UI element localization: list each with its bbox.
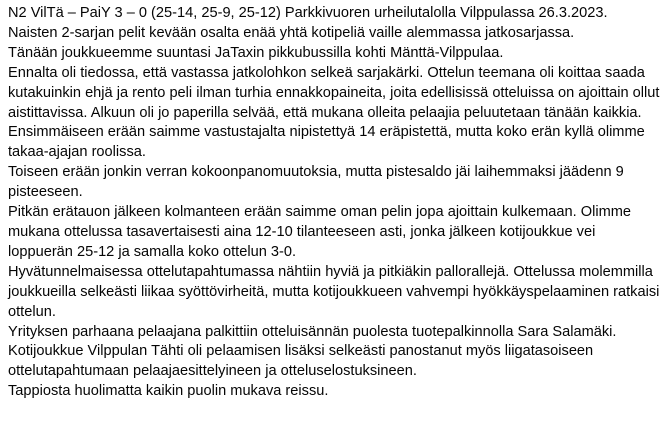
match-result-line: N2 VilTä – PaiY 3 – 0 (25-14, 25-9, 25-12) Parkkivuoren urheilutalolla Vilppulassa 26.3.2023. bbox=[8, 5, 608, 21]
season-status-paragraph: Naisten 2-sarjan pelit kevään osalta enää yhtä kotipeliä vaille alemmassa jatkosarjassa. bbox=[8, 24, 575, 41]
closing-paragraph: Tappiosta huolimatta kaikin puolin mukava reissu. bbox=[8, 383, 329, 400]
home-team-paragraph: Kotijoukkue Vilppulan Tähti oli pelaamisen lisäksi selkeästi panostanut myös liigatasoiseen ottelutapahtumaan pelaajaesittelyineen ja otteluselostuksineen. bbox=[8, 343, 594, 380]
best-player-paragraph: Yrityksen parhaana pelaajana palkittiin otteluisännän puolesta tuotepalkinnolla Sara Salamäki. bbox=[8, 323, 617, 340]
second-set-paragraph: Toiseen erään jonkin verran kokoonpanomuutoksia, mutta pistesaldo jäi laihemmaksi jäädenn 9 pisteeseen. bbox=[8, 164, 624, 201]
match-summary-paragraph: Hyvätunnelmaisessa ottelutapahtumassa nähtiin hyviä ja pitkiäkin pallorallejä. Ottelussa molemmilla joukkueilla selkeästi liikaa syöttövirheitä, mutta kotijoukkueen vahvempi hyökkäyspelaaminen ratkaisi ottelun. bbox=[8, 263, 660, 320]
first-set-paragraph: Ensimmäiseen erään saimme vastustajalta nipistettyä 14 eräpistettä, mutta koko erän kyllä olimme takaa-ajajan roolissa. bbox=[8, 124, 645, 161]
third-set-paragraph: Pitkän erätauon jälkeen kolmanteen erään saimme oman pelin jopa ajoittain kulkemaan. Olimme mukana ottelussa tasavertaisesti aina 12-10 tilanteeseen asti, jonka jälkeen kotijoukkue vei loppuerän 25-12 ja samalla koko ottelun 3-0. bbox=[8, 204, 632, 260]
travel-paragraph: Tänään joukkueemme suuntasi JaTaxin pikkubussilla kohti Mänttä-Vilppulaa. bbox=[8, 44, 504, 61]
post-text bbox=[8, 4, 660, 402]
pregame-paragraph: Ennalta oli tiedossa, että vastassa jatkolohkon selkeä sarjakärki. Ottelun teemana oli koittaa saada kutakuinkin ehjä ja rento peli ilman turhia ennakkopaineita, joita edellisissä otteluissa on ajoittain ollut aistittavissa. Alkuun oli jo paperilla selvää, että mukana olleita pelaajia peluutetaan tänään kaikkia. bbox=[8, 64, 660, 121]
